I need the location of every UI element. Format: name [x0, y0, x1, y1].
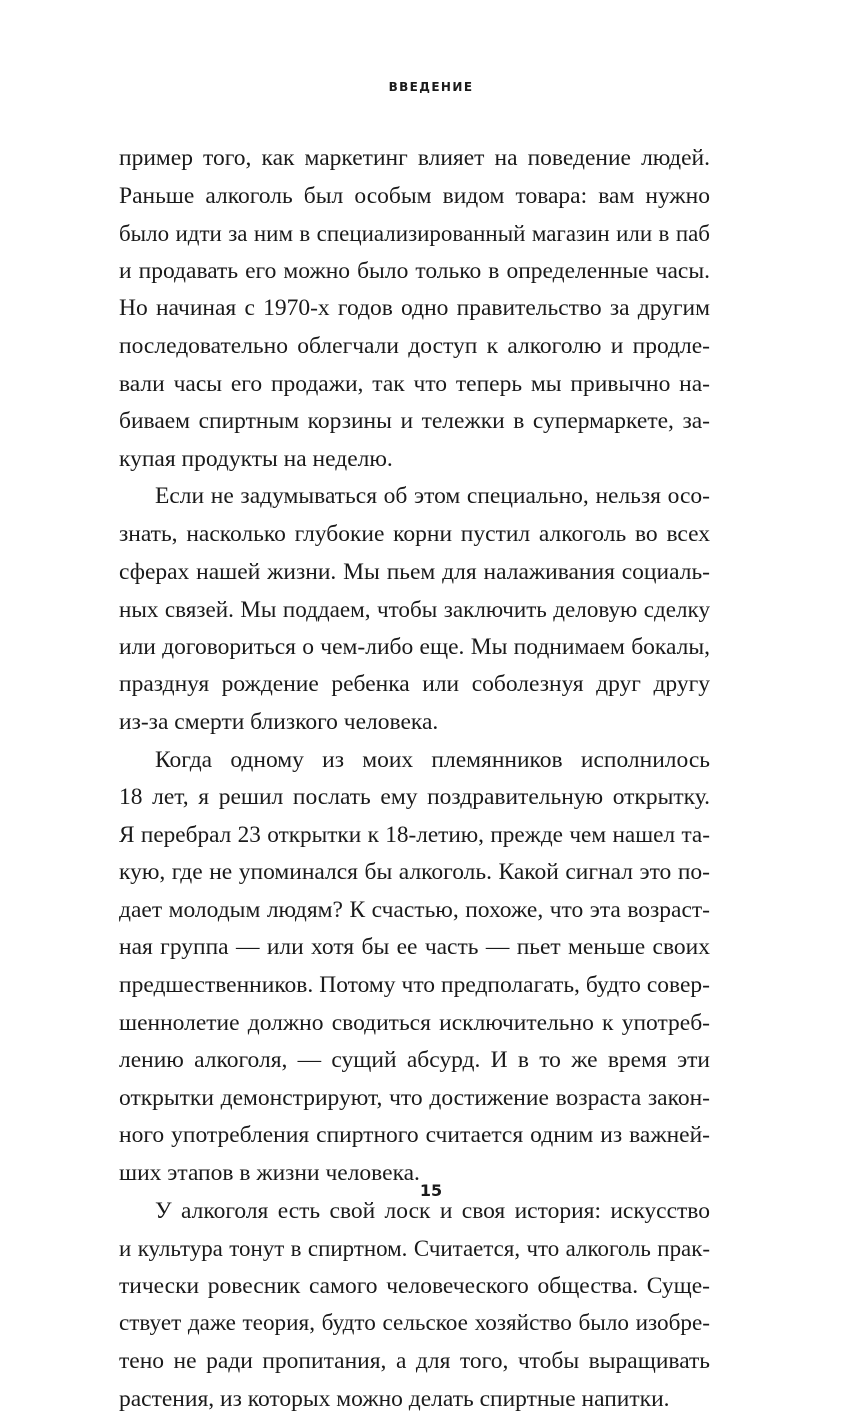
page-number: 15 [419, 1181, 443, 1200]
text-line: дает молодым людям? К счастью, похоже, что эта возраст- [119, 896, 710, 923]
text-line: празднуя рождение ребенка или соболезнуя друг другу [119, 671, 710, 698]
text-line: тически ровесник самого человеческого общества. Суще- [119, 1272, 710, 1299]
text-line: Раньше алкоголь был особым видом товара: вам нужно [119, 182, 710, 209]
text-line: шеннолетие должно сводиться исключительно к употреб- [119, 1009, 710, 1036]
paragraph [119, 742, 710, 1193]
text-line: и культура тонут в спиртном. Считается, что алкоголь прак- [119, 1236, 710, 1262]
text-line: сферах нашей жизни. Мы пьем для налаживания социаль- [119, 558, 710, 585]
text-line: знать, насколько глубокие корни пустил алкоголь во всех [119, 520, 710, 547]
text-line: ных связей. Мы поддаем, чтобы заключить деловую сделку [119, 596, 710, 623]
text-line: предшественников. Потому что предполагать, будто совер- [119, 972, 710, 999]
text-line: последовательно облегчали доступ к алкоголю и продле- [119, 332, 710, 359]
text-line: было идти за ним в специализированный магазин или в паб [119, 221, 710, 247]
text-line: ного употребления спиртного считается одним из важней- [119, 1122, 710, 1149]
text-line: ствует даже теория, будто сельское хозяйство было изобре- [119, 1310, 710, 1337]
paragraph [119, 478, 710, 741]
text-line: У алкоголя есть свой лоск и своя история: искусство [155, 1197, 710, 1224]
text-line: Но начиная с 1970-х годов одно правительство за другим [119, 295, 710, 322]
text-line: кую, где не упоминался бы алкоголь. Какой сигнал это по- [119, 859, 710, 886]
text-line: из-за смерти близкого человека. [119, 708, 439, 735]
text-line: и продавать его можно было только в определенные часы. [119, 257, 710, 284]
text-line: Я перебрал 23 открытки к 18-летию, прежде чем нашел та- [119, 821, 710, 848]
text-line: купая продукты на неделю. [119, 445, 393, 472]
text-line: растения, из которых можно делать спиртные напитки. [119, 1385, 670, 1412]
text-line: или договориться о чем-либо еще. Мы поднимаем бокалы, [119, 633, 710, 660]
text-line: лению алкоголя, — сущий абсурд. И в то же время эти [119, 1047, 710, 1074]
text-line: Если не задумываться об этом специально, нельзя осо- [155, 483, 710, 510]
text-line: 18 лет, я решил послать ему поздравительную открытку. [119, 784, 710, 811]
text-line: Когда одному из моих племянников исполнилось [155, 746, 710, 773]
body-text [119, 140, 710, 1418]
paragraph [119, 140, 710, 478]
running-head: ВВЕДЕНИЕ [388, 80, 474, 94]
text-line: тено не ради пропитания, а для того, чтобы выращивать [119, 1348, 710, 1374]
text-line: пример того, как маркетинг влияет на поведение людей. [119, 145, 710, 171]
paragraph [119, 1193, 710, 1418]
text-line: ших этапов в жизни человека. [119, 1160, 420, 1187]
text-line: вали часы его продажи, так что теперь мы привычно на- [119, 370, 710, 397]
text-line: биваем спиртным корзины и тележки в супермаркете, за- [119, 408, 710, 435]
text-line: открытки демонстрируют, что достижение возраста закон- [119, 1084, 710, 1111]
text-line: ная группа — или хотя бы ее часть — пьет меньше своих [119, 934, 710, 961]
